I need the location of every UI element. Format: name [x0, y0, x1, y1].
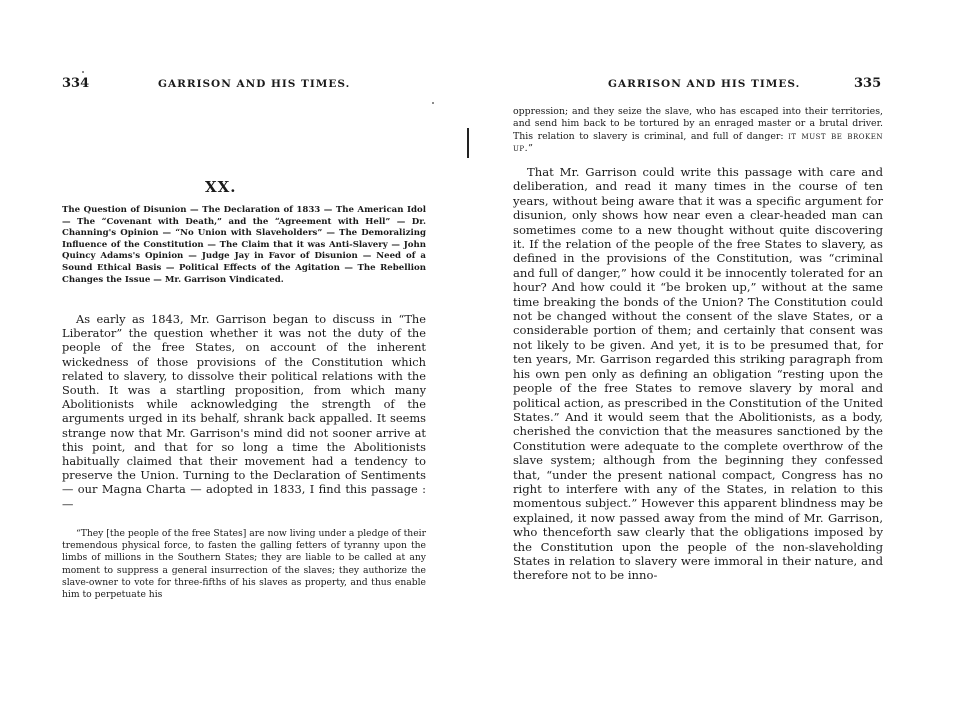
- scan-speck: [432, 102, 434, 104]
- quote-end-mark: ”: [528, 143, 533, 155]
- chapter-summary: The Question of Disunion — The Declaration of 1833 — The American Idol — The “Covenant with Death,” and the “Agreement with Hell” — Dr. Channing's Opinion — “No Union with Slaveholders” — The Demoralizing Influence of the Constitution — The Claim that it was Anti-Slavery — John Quincy Adams's Opinion — Judge Jay in Favor of Disunion — Need of a Sound Ethical Basis — Political Effects of the Agitation — The Rebellion Changes the Issue — Mr. Garrison Vindicated.: [62, 205, 426, 285]
- gutter-mark: [467, 128, 469, 158]
- left-page-number: 334: [62, 76, 90, 91]
- quote-emphasis: it must be broken up.: [513, 130, 884, 155]
- left-body-text: As early as 1843, Mr. Garrison began to discuss in “The Liberator” the question whether it was not the duty of the people of the free States, on account of the inherent wickedness of those provisions of the Constitution which related to slavery, to dissolve their political relations with the South. It was a startling proposition, from which many Abolitionists while acknowledging the strength of the arguments urged in its behalf, shrank back appalled. It seems strange now that Mr. Garrison's mind did not sooner arrive at this point, and that for so long a time the Abolitionists habitually claimed that their movement had a tendency to preserve the Union. Turning to the Declaration of Sentiments — our Magna Charta — adopted in 1833, I find this passage : —: [62, 312, 426, 511]
- scan-speck: [82, 71, 84, 73]
- right-running-head: GARRISON AND HIS TIMES.: [608, 78, 801, 90]
- right-body-text: That Mr. Garrison could write this passage with care and deliberation, and read it many times in the course of ten years, without being aware that it was a specific argument for disunion, only shows how near even a clear-headed man can sometimes come to a new thought without quite discovering it. If the relation of the people of the free States to slavery, as defined in the provisions of the Constitution, was “criminal and full of danger,” how could it be innocently tolerated for an hour? And how could it “be broken up,” without at the same time breaking the bonds of the Union? The Constitution could not be changed without the consent of the slave States, or a considerable portion of them; and certainly that consent was not likely to be given. And yet, it is to be presumed that, for ten years, Mr. Garrison regarded this striking paragraph from his own pen only as defining an obligation “resting upon the people of the free States to remove slavery by moral and political action, as prescribed in the Constitution of the United States.” And it would seem that the Abolitionists, as a body, cherished the conviction that the measures sanctioned by the Constitution were adequate to the complete overthrow of the slave system; although from the beginning they confessed that, “under the present national compact, Congress has no right to interfere with any of the States, in relation to this momentous subject.” However this apparent blindness may be explained, it now passed away from the mind of Mr. Garrison, who thenceforth saw clearly that the obligations imposed by the Constitution upon the people of the non-slaveholding States in relation to slavery were immoral in their nature, and therefore not to be inno-: [513, 165, 883, 583]
- left-running-head: GARRISON AND HIS TIMES.: [158, 78, 351, 90]
- left-block-quote: “They [the people of the free States] are now living under a pledge of their tremendous physical force, to fasten the galling fetters of tyranny upon the limbs of millions in the Southern States; they are liable to be called at any moment to suppress a general insurrection of the slaves; they authorize the slave-owner to vote for three-fifths of his slaves as property, and thus enable him to perpetuate his: [62, 528, 426, 601]
- right-page-number: 335: [854, 76, 882, 91]
- right-page: [480, 0, 980, 716]
- left-page: [0, 0, 470, 716]
- right-block-quote: [513, 106, 883, 156]
- quote-continued-text: oppression; and they seize the slave, who has escaped into their territories, and send him back to be tortured by an enraged master or a brutal driver. This relation to slavery is criminal, and full of danger:: [513, 106, 883, 142]
- chapter-number: XX.: [205, 178, 237, 196]
